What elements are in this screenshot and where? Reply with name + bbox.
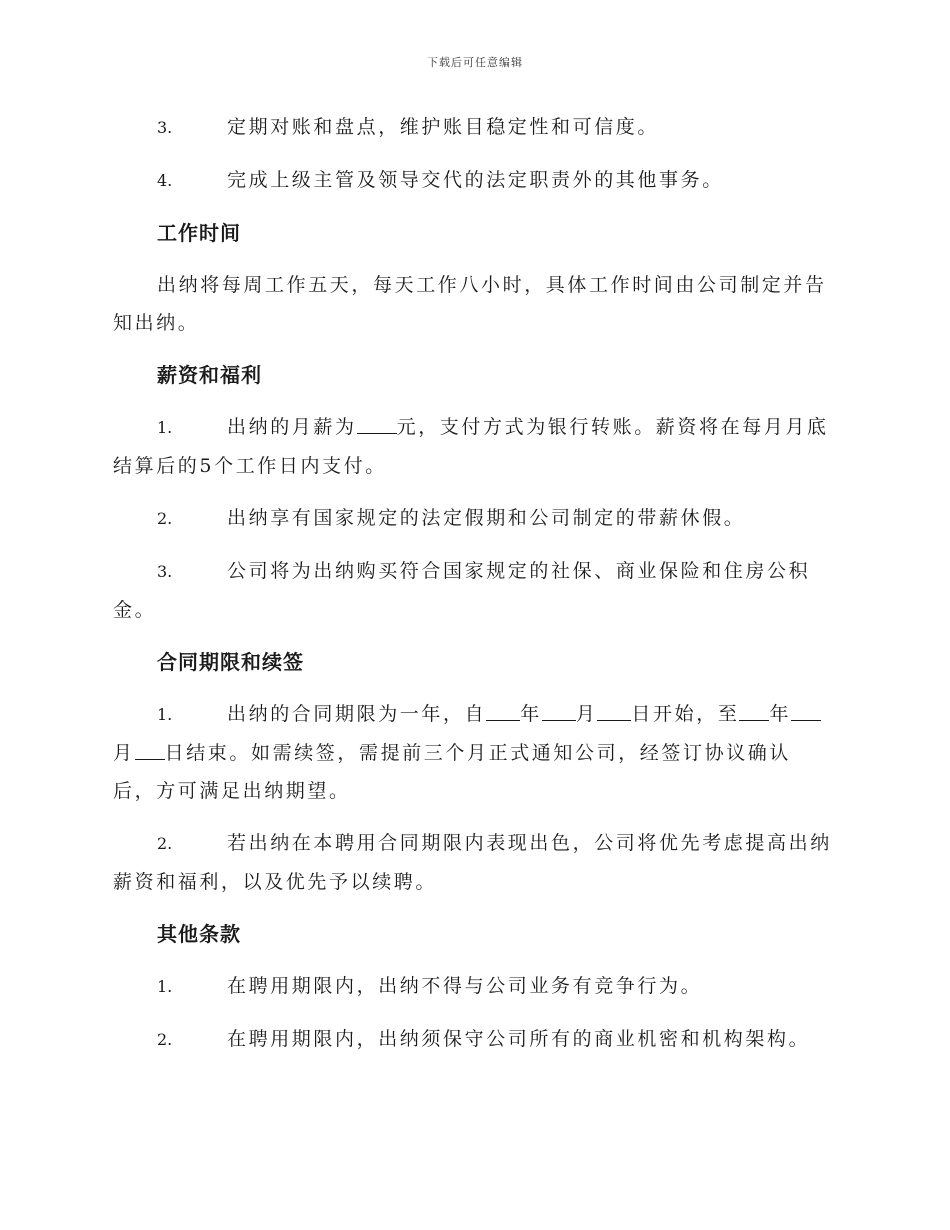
section-heading-term: 合同期限和续签 (157, 650, 304, 674)
salary-item-2 (113, 499, 833, 538)
item-text: 年 (769, 703, 792, 725)
item-number: 3. (157, 562, 173, 581)
item-number: 2. (157, 834, 173, 853)
term-item-2 (113, 824, 833, 901)
fill-blank-start-month[interactable] (542, 698, 576, 721)
item-number: 1. (157, 705, 173, 724)
item-number: 1. (157, 977, 173, 996)
fill-blank-end-day[interactable] (135, 737, 165, 760)
fill-blank-end-month[interactable] (791, 698, 821, 721)
other-item-1 (113, 967, 833, 1006)
fill-blank-salary[interactable] (357, 411, 397, 434)
section-heading-salary: 薪资和福利 (157, 363, 262, 387)
fill-blank-start-day[interactable] (597, 698, 631, 721)
document-body (113, 108, 833, 1073)
duty-item-4 (113, 161, 833, 200)
item-text: 出纳的月薪为 (227, 416, 357, 438)
item-text: 在聘用期限内，出纳须保守公司所有的商业机密和机构架构。 (227, 1028, 811, 1050)
section-heading-other: 其他条款 (157, 922, 241, 946)
item-text: 定期对账和盘点，维护账目稳定性和可信度。 (227, 116, 660, 138)
item-text: 完成上级主管及领导交代的法定职责外的其他事务。 (227, 169, 724, 191)
item-text: 元，支付方式为银行转账。薪资将在每月月底结算后的5个工作日内支付。 (113, 416, 829, 477)
item-text: 出纳享有国家规定的法定假期和公司制定的带薪休假。 (227, 507, 746, 529)
item-number: 2. (157, 1030, 173, 1049)
salary-item-1 (113, 408, 833, 485)
item-number: 1. (157, 418, 173, 437)
item-text: 出纳的合同期限为一年，自 (227, 703, 487, 725)
item-text: 日开始，至 (631, 703, 740, 725)
item-number: 3. (157, 118, 173, 137)
item-text: 年 (520, 703, 542, 725)
item-text: 月 (113, 742, 135, 764)
page-header: 下载后可任意编辑 (427, 56, 523, 69)
item-text: 日结束。如需续签，需提前三个月正式通知公司，经签订协议确认后，方可满足出纳期望。 (113, 742, 792, 802)
salary-item-3 (113, 552, 833, 629)
term-item-1 (113, 695, 833, 810)
section-heading-work-time: 工作时间 (157, 221, 241, 245)
fill-blank-end-year[interactable] (739, 698, 769, 721)
fill-blank-start-year[interactable] (486, 698, 520, 721)
item-text: 公司将为出纳购买符合国家规定的社保、商业保险和住房公积金。 (113, 560, 811, 621)
item-text: 若出纳在本聘用合同期限内表现出色，公司将优先考虑提高出纳薪资和福利，以及优先予以续聘。 (113, 832, 832, 893)
item-number: 4. (157, 171, 173, 190)
item-text: 月 (575, 703, 598, 725)
work-time-paragraph: 出纳将每周工作五天，每天工作八小时，具体工作时间由公司制定并告知出纳。 (113, 274, 827, 334)
duty-item-3 (113, 108, 833, 147)
item-number: 2. (157, 509, 173, 528)
item-text: 在聘用期限内，出纳不得与公司业务有竞争行为。 (227, 975, 703, 997)
other-item-2 (113, 1020, 833, 1059)
